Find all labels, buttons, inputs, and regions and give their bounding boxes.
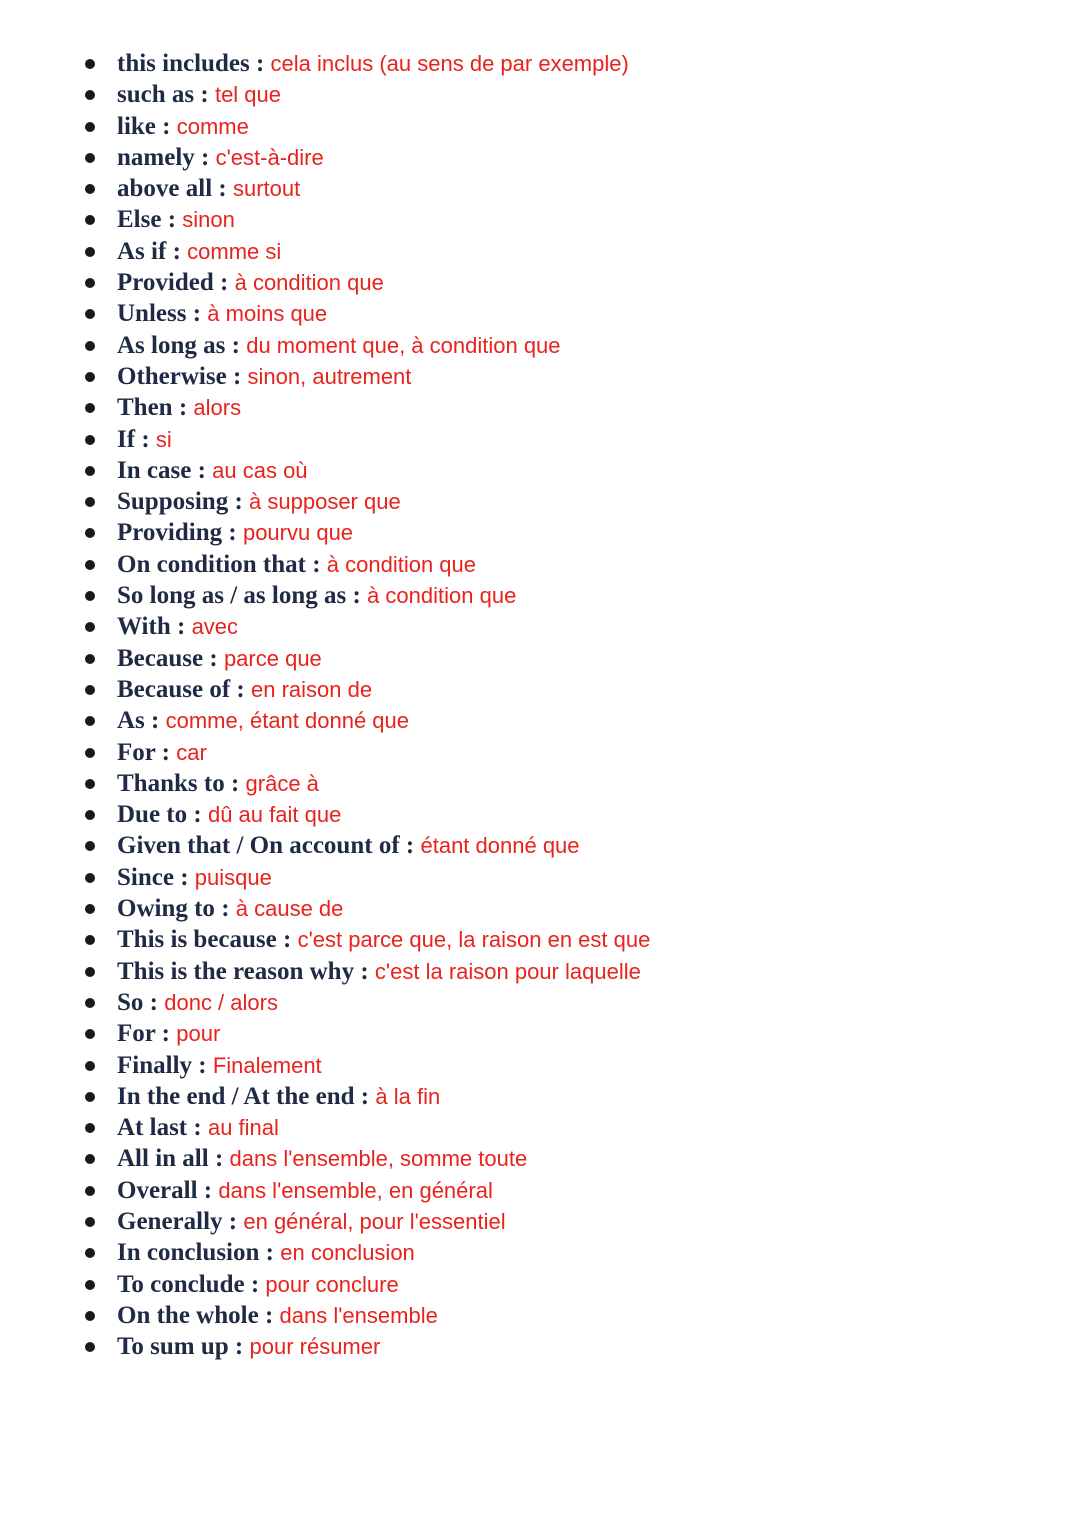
term: Then (117, 394, 173, 422)
bullet-icon (85, 372, 95, 382)
translation: grâce à (245, 770, 319, 796)
term: like (117, 112, 156, 140)
separator: : (224, 769, 246, 797)
bullet-icon (85, 1123, 95, 1133)
term: namely (117, 143, 195, 171)
separator: : (166, 237, 188, 265)
translation: pour conclure (265, 1271, 399, 1297)
translation: dans l'ensemble (279, 1302, 438, 1328)
list-item (84, 924, 650, 955)
separator: : (208, 1145, 230, 1173)
bullet-icon (85, 841, 95, 851)
separator: : (170, 613, 192, 641)
separator: : (214, 895, 236, 923)
term: Finally (117, 1051, 193, 1079)
separator: : (155, 1020, 177, 1048)
list-item (84, 862, 650, 893)
separator: : (230, 675, 251, 703)
term: In case (117, 456, 192, 484)
term: Owing to (117, 895, 215, 923)
translation: avec (191, 614, 239, 640)
translation: à la fin (375, 1083, 441, 1109)
translation: dans l'ensemble, en général (218, 1177, 493, 1203)
separator: : (135, 425, 156, 453)
list-item (84, 1300, 650, 1331)
translation: comme, étant donné que (165, 708, 410, 734)
list-item (84, 674, 650, 705)
translation: car (176, 739, 207, 765)
bullet-icon (85, 1217, 95, 1227)
bullet-icon (85, 435, 95, 445)
term: Overall (117, 1176, 198, 1204)
term: For (117, 1020, 156, 1048)
bullet-icon (85, 1061, 95, 1071)
term: Providing (117, 519, 223, 547)
translation: en conclusion (280, 1240, 415, 1266)
translation: Finalement (212, 1052, 322, 1078)
bullet-icon (85, 810, 95, 820)
bullet-icon (85, 528, 95, 538)
term: This is the reason why (117, 957, 355, 985)
separator: : (192, 1051, 213, 1079)
separator: : (203, 644, 224, 672)
translation: si (155, 426, 172, 452)
translation: puisque (194, 864, 272, 890)
list-item (84, 768, 650, 799)
list-item (84, 455, 650, 486)
bullet-icon (85, 935, 95, 945)
separator: : (225, 331, 247, 359)
term: Due to (117, 801, 188, 829)
separator: : (354, 1082, 376, 1110)
bullet-icon (85, 184, 95, 194)
term: On condition that (117, 550, 306, 578)
term: This is because (117, 926, 277, 954)
bullet-icon (85, 247, 95, 257)
separator: : (161, 206, 183, 234)
separator: : (172, 394, 194, 422)
list-item (84, 1112, 650, 1143)
list-item (84, 1050, 650, 1081)
translation: pour résumer (249, 1334, 381, 1360)
term: this includes (117, 50, 250, 77)
list-item (84, 330, 650, 361)
bullet-icon (85, 1154, 95, 1164)
separator: : (173, 863, 195, 891)
term: Generally (117, 1207, 223, 1235)
separator: : (222, 1207, 244, 1235)
separator: : (226, 362, 248, 390)
term: To conclude (117, 1270, 245, 1298)
separator: : (249, 50, 271, 77)
list-item (84, 298, 650, 329)
translation: à condition que (367, 583, 517, 609)
separator: : (187, 1114, 208, 1142)
separator: : (259, 1239, 281, 1267)
term: As long as (117, 331, 226, 359)
term: So (117, 988, 144, 1016)
term: So long as / as long as (117, 582, 347, 610)
list-item (84, 267, 650, 298)
separator: : (276, 926, 298, 954)
translation: tel que (214, 82, 282, 108)
separator: : (228, 488, 250, 516)
separator: : (155, 738, 177, 766)
bullet-icon (85, 716, 95, 726)
translation: cela inclus (au sens de par exemple) (270, 51, 629, 76)
list-item (84, 517, 650, 548)
translation: au cas où (212, 457, 308, 483)
term: Because of (117, 675, 231, 703)
list-item (84, 173, 650, 204)
list-item (84, 361, 650, 392)
separator: : (155, 112, 177, 140)
bullet-icon (85, 309, 95, 319)
separator: : (187, 801, 208, 829)
term: For (117, 738, 156, 766)
translation: donc / alors (164, 989, 278, 1015)
translation: parce que (223, 645, 322, 671)
translation: comme si (187, 238, 282, 264)
term: Otherwise (117, 362, 227, 390)
separator: : (212, 175, 233, 203)
term: To sum up (117, 1333, 229, 1361)
translation: c'est-à-dire (215, 144, 324, 170)
list-item (84, 580, 650, 611)
bullet-icon (85, 998, 95, 1008)
term: Unless (117, 300, 187, 328)
list-item (84, 424, 650, 455)
bullet-icon (85, 403, 95, 413)
bullet-icon (85, 1092, 95, 1102)
translation: dans l'ensemble, somme toute (229, 1146, 528, 1172)
term: Because (117, 644, 204, 672)
list-item (84, 1269, 650, 1300)
bullet-icon (85, 591, 95, 601)
term: All in all (117, 1145, 209, 1173)
list-item (84, 142, 650, 173)
list-item (84, 1175, 650, 1206)
translation: c'est parce que, la raison en est que (297, 927, 651, 953)
translation: en raison de (251, 676, 373, 702)
list-item (84, 611, 650, 642)
term: With (117, 613, 171, 641)
translation: en général, pour l'essentiel (243, 1208, 506, 1234)
translation: sinon (182, 207, 235, 233)
list-item (84, 111, 650, 142)
term: As if (117, 237, 167, 265)
term: Provided (117, 269, 214, 297)
bullet-icon (85, 748, 95, 758)
list-item (84, 705, 650, 736)
bullet-icon (85, 967, 95, 977)
translation: au final (207, 1115, 279, 1141)
bullet-icon (85, 341, 95, 351)
separator: : (194, 143, 216, 171)
list-item (84, 1018, 650, 1049)
separator: : (228, 1333, 250, 1361)
term: above all (117, 175, 213, 203)
list-item (84, 1206, 650, 1237)
term: On the whole (117, 1301, 259, 1329)
translation: dû au fait que (207, 802, 342, 828)
separator: : (186, 300, 208, 328)
term: Given that / On account of (117, 832, 400, 860)
term: At last (117, 1114, 188, 1142)
list-item (84, 1237, 650, 1268)
translation: c'est la raison pour laquelle (374, 958, 641, 984)
translation: du moment que, à condition que (246, 332, 561, 358)
separator: : (197, 1176, 219, 1204)
separator: : (143, 988, 165, 1016)
list-item (84, 643, 650, 674)
list-item (84, 48, 650, 79)
separator: : (191, 456, 213, 484)
term: Thanks to (117, 769, 225, 797)
list-item (84, 987, 650, 1018)
separator: : (399, 832, 421, 860)
term: In conclusion (117, 1239, 260, 1267)
bullet-icon (85, 122, 95, 132)
list-item (84, 1143, 650, 1174)
list-item (84, 549, 650, 580)
translation: pourvu que (242, 520, 354, 546)
list-item (84, 79, 650, 110)
bullet-icon (85, 622, 95, 632)
bullet-icon (85, 1342, 95, 1352)
separator: : (258, 1301, 280, 1329)
term: Else (117, 206, 162, 234)
separator: : (213, 269, 235, 297)
bullet-icon (85, 560, 95, 570)
list-item (84, 830, 650, 861)
separator: : (222, 519, 243, 547)
separator: : (354, 957, 375, 985)
translation: à condition que (326, 551, 476, 577)
translation: à cause de (235, 896, 344, 922)
bullet-icon (85, 1280, 95, 1290)
term: As (117, 707, 145, 735)
list-item (84, 893, 650, 924)
translation: étant donné que (420, 833, 580, 859)
bullet-icon (85, 90, 95, 100)
term: such as (117, 81, 195, 109)
list-item (84, 204, 650, 235)
separator: : (346, 582, 368, 610)
translation: surtout (232, 176, 301, 202)
translation: pour (176, 1021, 221, 1047)
bullet-icon (85, 1311, 95, 1321)
bullet-icon (85, 1248, 95, 1258)
list-item (84, 799, 650, 830)
bullet-icon (85, 215, 95, 225)
translation: alors (193, 395, 242, 421)
vocabulary-list (84, 48, 650, 1362)
bullet-icon (85, 59, 95, 69)
term: In the end / At the end (117, 1082, 355, 1110)
bullet-icon (85, 1186, 95, 1196)
translation: comme (176, 113, 249, 139)
term: If (117, 425, 136, 453)
translation: sinon, autrement (247, 363, 412, 389)
separator: : (244, 1270, 266, 1298)
translation: à moins que (207, 301, 328, 327)
bullet-icon (85, 1029, 95, 1039)
bullet-icon (85, 497, 95, 507)
bullet-icon (85, 278, 95, 288)
bullet-icon (85, 654, 95, 664)
bullet-icon (85, 779, 95, 789)
list-item (84, 1081, 650, 1112)
list-item (84, 737, 650, 768)
translation: à condition que (234, 270, 384, 296)
bullet-icon (85, 466, 95, 476)
bullet-icon (85, 904, 95, 914)
list-item (84, 486, 650, 517)
list-item (84, 1331, 650, 1362)
separator: : (305, 550, 327, 578)
list-item (84, 956, 650, 987)
list-item (84, 392, 650, 423)
term: Since (117, 863, 174, 891)
separator: : (194, 81, 215, 109)
bullet-icon (85, 153, 95, 163)
bullet-icon (85, 685, 95, 695)
translation: à supposer que (249, 489, 401, 515)
bullet-icon (85, 873, 95, 883)
separator: : (144, 707, 166, 735)
term: Supposing (117, 488, 229, 516)
list-item (84, 236, 650, 267)
